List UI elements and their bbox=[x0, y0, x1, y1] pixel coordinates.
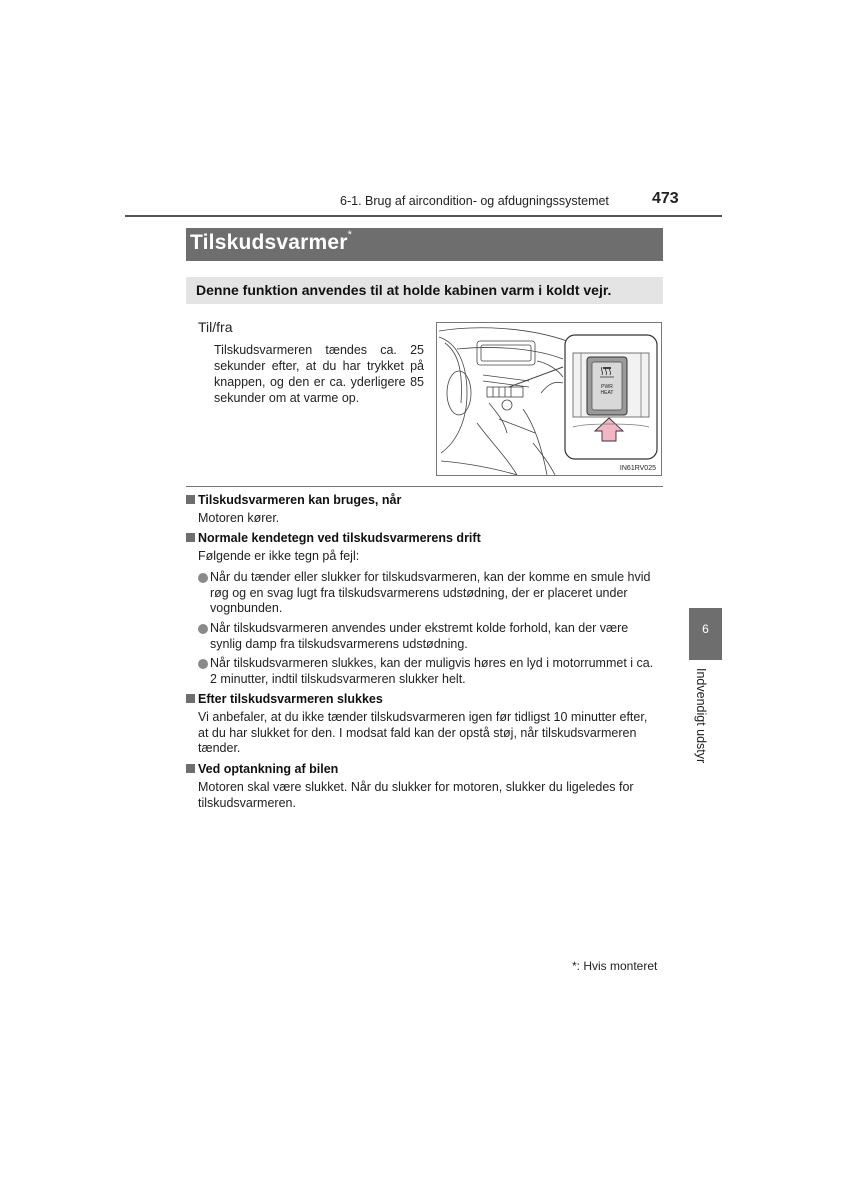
header-rule bbox=[125, 215, 722, 217]
dashboard-drawing bbox=[437, 323, 662, 476]
title-footnote-marker: * bbox=[347, 229, 353, 241]
section-heading-text: Ved optankning af bilen bbox=[198, 762, 339, 776]
list-item bbox=[198, 621, 661, 652]
square-bullet-icon bbox=[186, 764, 195, 773]
list-item-text: Når tilskudsvarmeren anvendes under ekstremt kolde forhold, kan der være synlig damp fra tilskudsvarmerens udstødning. bbox=[210, 621, 629, 651]
list-item bbox=[198, 656, 661, 687]
button-label-pwr: PWR bbox=[601, 384, 613, 390]
section-heading-text: Efter tilskudsvarmeren slukkes bbox=[198, 692, 383, 706]
section-body: Motoren kører. bbox=[198, 511, 280, 525]
section-heading bbox=[186, 493, 401, 507]
chapter-number: 6 bbox=[702, 622, 709, 636]
button-label-heat: HEAT bbox=[600, 390, 614, 396]
list-item-text: Når du tænder eller slukker for tilskudsvarmeren, kan der komme en smule hvid røg og en svag lugt fra tilskudsvarmerens udstødning, der er placeret under vognbunden. bbox=[210, 570, 651, 615]
section-rule bbox=[186, 486, 663, 487]
section-heading-text: Tilskudsvarmeren kan bruges, når bbox=[198, 493, 402, 507]
page-title bbox=[190, 231, 352, 255]
round-bullet-icon bbox=[198, 624, 208, 634]
figure-code: IN61RV025 bbox=[619, 465, 656, 472]
on-off-body: Tilskudsvarmeren tændes ca. 25 sekunder efter, at du har trykket på knappen, og den er ca. yderligere 85 sekunder om at varme op. bbox=[214, 343, 424, 405]
footnote: *: Hvis monteret bbox=[572, 959, 658, 973]
section-heading bbox=[186, 531, 481, 545]
list-item-text: Når tilskudsvarmeren slukkes, kan der muligvis høres en lyd i motorrummet i ca. 2 minutter, indtil tilskudsvarmeren slukker helt. bbox=[210, 656, 654, 686]
intro-text: Denne funktion anvendes til at holde kabinen varm i koldt vejr. bbox=[196, 282, 612, 298]
section-body: Følgende er ikke tegn på fejl: bbox=[198, 549, 360, 563]
list-item bbox=[198, 570, 661, 617]
round-bullet-icon bbox=[198, 573, 208, 583]
square-bullet-icon bbox=[186, 533, 195, 542]
square-bullet-icon bbox=[186, 694, 195, 703]
page-title-text: Tilskudsvarmer bbox=[190, 231, 348, 254]
square-bullet-icon bbox=[186, 495, 195, 504]
section-heading bbox=[186, 692, 383, 706]
section-heading-text: Normale kendetegn ved tilskudsvarmerens drift bbox=[198, 531, 481, 545]
on-off-title: Til/fra bbox=[198, 319, 233, 335]
section-body: Vi anbefaler, at du ikke tænder tilskudsvarmeren igen før tidligst 10 minutter efter, at du har slukket for den. I modsat fald kan der opstå støj, når tilskudsvarmeren tænder. bbox=[198, 710, 648, 755]
section-heading bbox=[186, 762, 338, 776]
section-body: Motoren skal være slukket. Når du slukker for motoren, slukker du ligeledes for tilskudsvarmeren. bbox=[198, 780, 634, 810]
dashboard-illustration bbox=[436, 322, 662, 476]
page-number: 473 bbox=[652, 190, 679, 207]
running-header-section: 6-1. Brug af aircondition- og afdugningssystemet bbox=[340, 194, 609, 208]
round-bullet-icon bbox=[198, 659, 208, 669]
chapter-label: Indvendigt udstyr bbox=[694, 668, 708, 764]
